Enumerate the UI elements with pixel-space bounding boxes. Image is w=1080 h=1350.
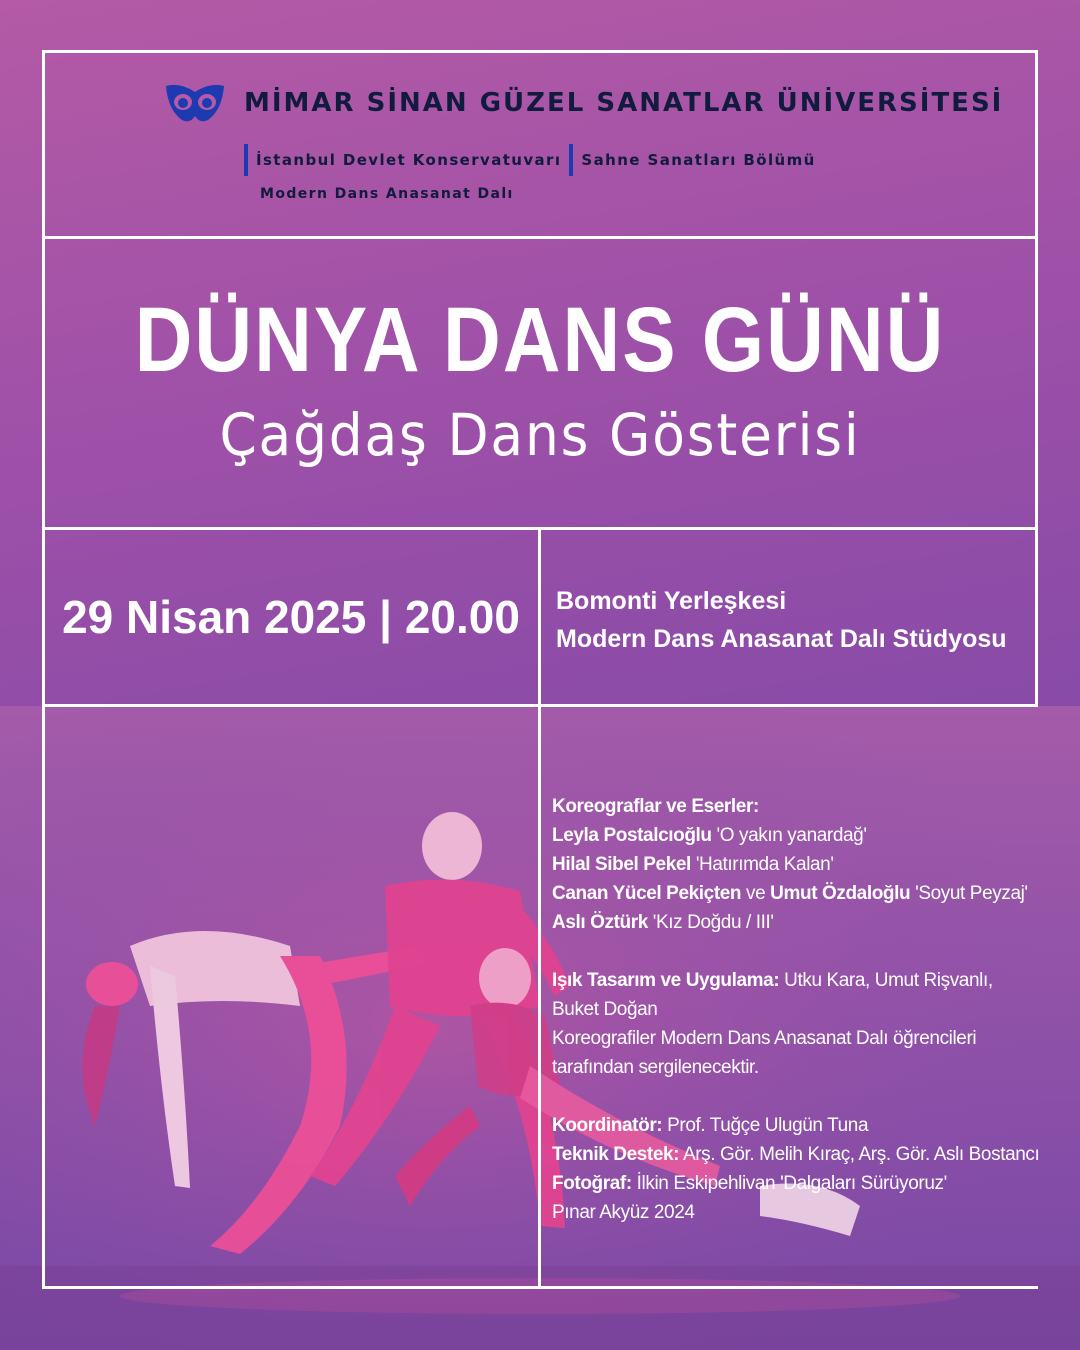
- photo-credit-cont: Pınar Akyüz 2024: [552, 1202, 695, 1223]
- accent-bar: [569, 144, 573, 176]
- owl-logo-icon: [164, 82, 226, 124]
- performers-note-1: Koreografiler Modern Dans Anasanat Dalı öğrencileri: [552, 1028, 977, 1049]
- performers-note-2: tarafından sergilenecektir.: [552, 1057, 759, 1078]
- event-venue: [556, 582, 1026, 658]
- divider-vertical: [538, 527, 541, 1288]
- work-item: Canan Yücel Pekiçten ve Umut Özdaloğlu 'Soyut Peyzaj': [552, 883, 1028, 904]
- university-name: MİMAR SİNAN GÜZEL SANATLAR ÜNİVERSİTESİ: [244, 88, 1004, 118]
- venue-line-1: Bomonti Yerleşkesi: [556, 587, 787, 615]
- technical-credit: Teknik Destek: Arş. Gör. Melih Kıraç, Arş. Gör. Aslı Bostancı: [552, 1144, 1040, 1165]
- credits-heading: Koreograflar ve Eserler:: [552, 796, 759, 817]
- title-block: [44, 238, 1036, 528]
- conservatory-row: [244, 144, 824, 176]
- venue-line-2: Modern Dans Anasanat Dalı Stüdyosu: [556, 625, 1007, 653]
- accent-bar: [244, 144, 248, 176]
- conservatory-name: İstanbul Devlet Konservatuvarı: [256, 151, 562, 169]
- coordinator-credit: Koordinatör: Prof. Tuğçe Ulugün Tuna: [552, 1115, 869, 1136]
- event-title: DÜNYA DANS GÜNÜ: [134, 288, 946, 391]
- department-name: Sahne Sanatları Bölümü: [581, 151, 816, 169]
- lighting-credit-cont: Buket Doğan: [552, 999, 658, 1020]
- frame-bottom: [42, 1286, 1038, 1289]
- photo-credit: Fotoğraf: İlkin Eskipehlivan 'Dalgaları Sürüyoruz': [552, 1173, 947, 1194]
- credits: [552, 792, 1040, 1227]
- work-item: Leyla Postalcıoğlu 'O yakın yanardağ': [552, 825, 867, 846]
- lighting-credit: Işık Tasarım ve Uygulama: Utku Kara, Umut Rişvanlı,: [552, 970, 993, 991]
- header: [44, 52, 1036, 236]
- university-logo-row: [164, 82, 1003, 124]
- division-name: Modern Dans Anasanat Dalı: [260, 186, 514, 202]
- work-item: Hilal Sibel Pekel 'Hatırımda Kalan': [552, 854, 834, 875]
- work-item: Aslı Öztürk 'Kız Doğdu / III': [552, 912, 774, 933]
- event-subtitle: Çağdaş Dans Gösterisi: [219, 401, 861, 469]
- frame-right-lower: [1035, 528, 1038, 706]
- event-date-time: 29 Nisan 2025 | 20.00: [62, 591, 520, 643]
